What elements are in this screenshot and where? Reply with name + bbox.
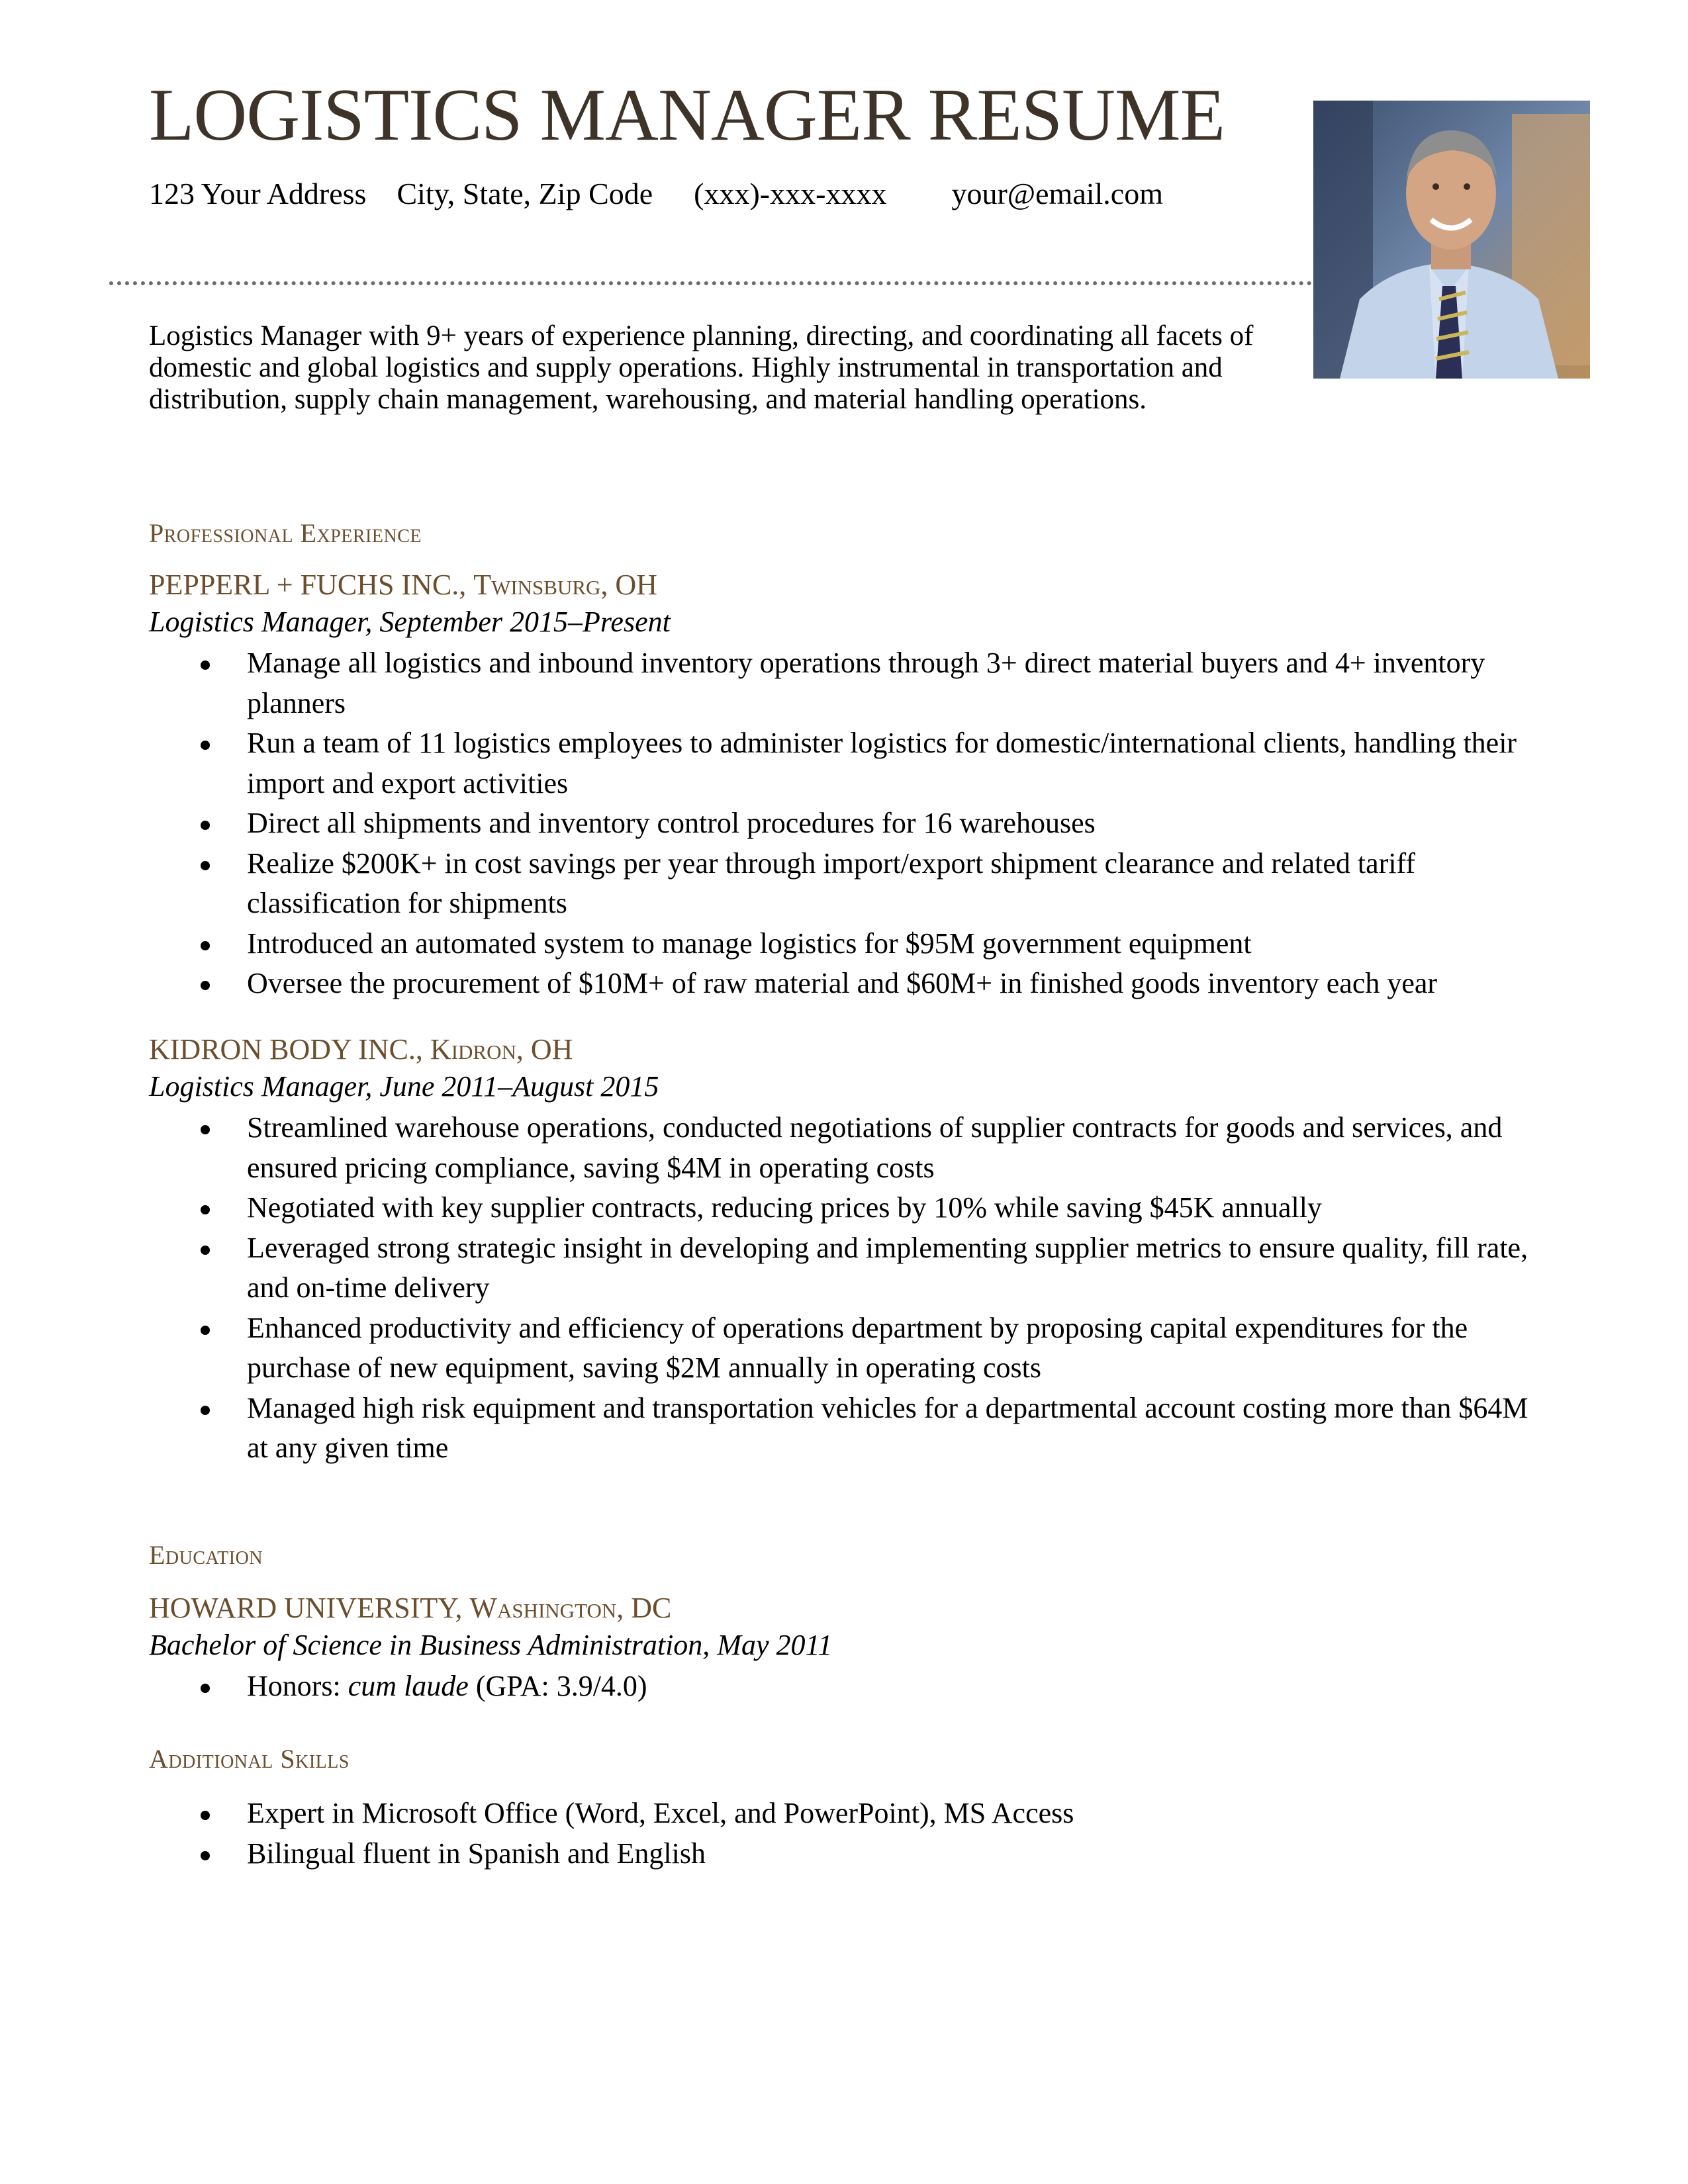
company-name: PEPPERL + FUCHS INC., Twinsburg, OH bbox=[149, 569, 657, 601]
list-item: Direct all shipments and inventory control procedures for 16 warehouses bbox=[149, 803, 1552, 844]
gpa: (GPA: 3.9/4.0) bbox=[468, 1670, 647, 1702]
list-item: Bilingual fluent in Spanish and English bbox=[149, 1834, 1552, 1874]
section-heading-education: Education bbox=[149, 1540, 263, 1570]
list-item: Introduced an automated system to manage logistics for $95M government equipment bbox=[149, 924, 1552, 964]
section-heading-experience: Professional Experience bbox=[149, 518, 422, 548]
job-bullets bbox=[149, 1108, 1552, 1469]
email: your@email.com bbox=[951, 177, 1164, 210]
school-state: DC bbox=[631, 1592, 672, 1624]
list-item bbox=[149, 1666, 1552, 1707]
list-item: Realize $200K+ in cost savings per year through import/export shipment clearance and related tariff classification for shipments bbox=[149, 844, 1552, 924]
list-item: Enhanced productivity and efficiency of operations department by proposing capital expenditures for the purchase of new equipment, saving $2M annually in operating costs bbox=[149, 1308, 1552, 1388]
profile-photo bbox=[1313, 101, 1590, 379]
list-item: Negotiated with key supplier contracts, reducing prices by 10% while saving $45K annually bbox=[149, 1188, 1552, 1228]
list-item: Streamlined warehouse operations, conducted negotiations of supplier contracts for goods and services, and ensured pricing compliance, saving $4M in operating costs bbox=[149, 1108, 1552, 1188]
company-name: KIDRON BODY INC., Kidron, OH bbox=[149, 1033, 573, 1066]
company-state: OH bbox=[615, 569, 657, 601]
portrait-image bbox=[1313, 101, 1590, 379]
list-item: Leveraged strong strategic insight in developing and implementing supplier metrics to ensure quality, fill rate, and on-time delivery bbox=[149, 1228, 1552, 1308]
section-heading-skills: Additional Skills bbox=[149, 1744, 350, 1774]
company-title: PEPPERL + FUCHS INC. bbox=[149, 569, 459, 601]
school-city: Washington bbox=[469, 1592, 617, 1624]
city-state-zip: City, State, Zip Code bbox=[397, 177, 653, 210]
job-role: Logistics Manager, June 2011–August 2015 bbox=[149, 1070, 659, 1103]
job-role: Logistics Manager, September 2015–Present bbox=[149, 606, 671, 638]
resume-title: LOGISTICS MANAGER RESUME bbox=[149, 74, 1225, 156]
honors-label: Honors: bbox=[247, 1670, 348, 1702]
company-title: KIDRON BODY INC. bbox=[149, 1033, 416, 1066]
list-item: Manage all logistics and inbound inventory operations through 3+ direct material buyers and 4+ inventory planners bbox=[149, 643, 1552, 723]
school-title: HOWARD UNIVERSITY bbox=[149, 1592, 455, 1624]
company-state: OH bbox=[530, 1033, 573, 1066]
job-bullets bbox=[149, 643, 1552, 1004]
list-item: Run a team of 11 logistics employees to administer logistics for domestic/international clients, handling their import and export activities bbox=[149, 723, 1552, 803]
professional-summary: Logistics Manager with 9+ years of experience planning, directing, and coordinating all facets of domestic and global logistics and supply operations. Highly instrumental in transportation and distribution, supply chain management, warehousing, and material handling operations. bbox=[149, 320, 1254, 415]
degree: Bachelor of Science in Business Administration, May 2011 bbox=[149, 1629, 833, 1661]
school-name: HOWARD UNIVERSITY, Washington, DC bbox=[149, 1592, 672, 1624]
list-item: Oversee the procurement of $10M+ of raw material and $60M+ in finished goods inventory each year bbox=[149, 964, 1552, 1004]
address: 123 Your Address bbox=[149, 177, 367, 210]
skills-bullets bbox=[149, 1794, 1552, 1874]
contact-line bbox=[149, 179, 1163, 209]
list-item: Managed high risk equipment and transportation vehicles for a departmental account costing more than $64M at any given time bbox=[149, 1388, 1552, 1469]
phone: (xxx)-xxx-xxxx bbox=[694, 177, 887, 210]
honors-value: cum laude bbox=[348, 1670, 469, 1702]
list-item: Expert in Microsoft Office (Word, Excel, and PowerPoint), MS Access bbox=[149, 1794, 1552, 1834]
company-city: Kidron bbox=[430, 1033, 516, 1066]
company-city: Twinsburg bbox=[473, 569, 601, 601]
education-bullets bbox=[149, 1666, 1552, 1707]
